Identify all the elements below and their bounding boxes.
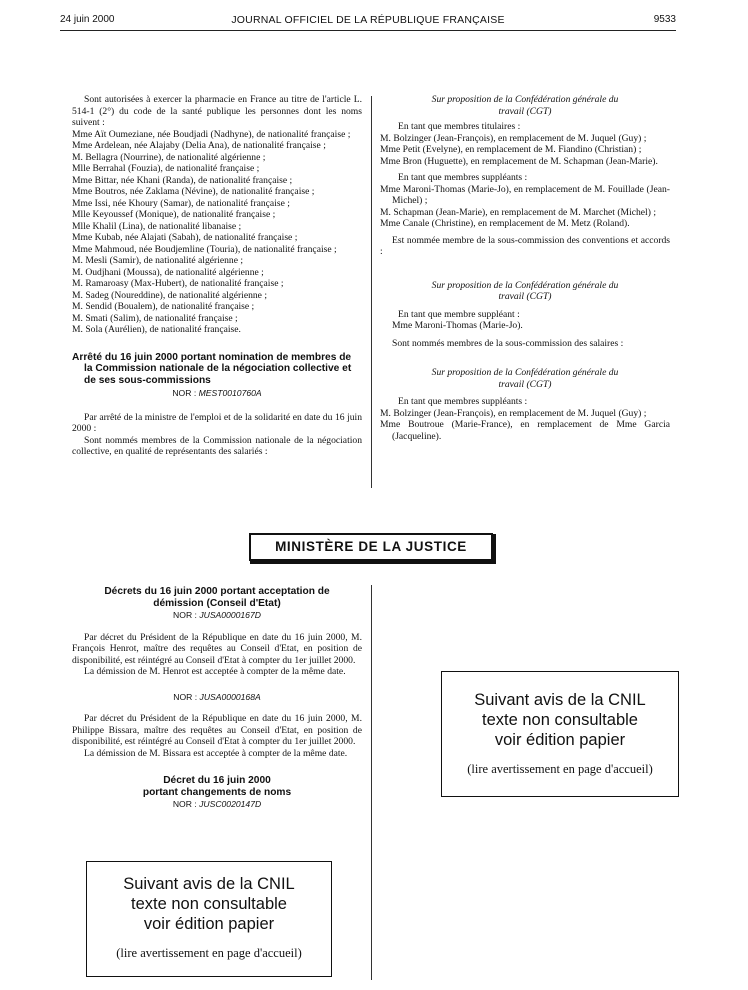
decrets-title: Décrets du 16 juin 2000 portant acceptation de démission (Conseil d'Etat) — [104, 586, 330, 609]
list-item: M. Bellagra (Nourrine), de nationalité algérienne ; — [72, 151, 266, 163]
list-item: Mme Petit (Evelyne), en remplacement de M. Fiandino (Christian) ; — [380, 144, 642, 155]
cgt-proposal-3: Sur proposition de la Confédération générale du travail (CGT) — [431, 367, 619, 390]
cnil-notice-right — [441, 671, 679, 797]
list-item: Mlle Keyoussef (Monique), de nationalité française ; — [72, 209, 276, 220]
cnil-line-3: voir édition papier — [494, 731, 626, 749]
sous-commission-salaires: Sont nommés membres de la sous-commission des salaires : — [392, 337, 624, 349]
suppleants-list-3 — [380, 408, 670, 443]
list-item: M. Oudjhani (Moussa), de nationalité algérienne ; — [72, 266, 264, 278]
column-divider-bottom — [371, 585, 372, 980]
list-item: Mme Bittar, née Khani (Randa), de nationalité française ; — [72, 174, 293, 186]
page-header — [60, 14, 676, 30]
header-journal-title: JOURNAL OFFICIEL DE LA RÉPUBLIQUE FRANÇAISE — [231, 14, 505, 26]
left-column-top — [72, 94, 362, 458]
cgt-proposal-2: Sur proposition de la Confédération générale du travail (CGT) — [431, 279, 619, 302]
list-item: Mlle Berrahal (Fouzia), de nationalité française ; — [72, 163, 260, 174]
cnil-note: (lire avertissement en page d'accueil) — [116, 946, 302, 960]
pharmacy-intro: Sont autorisées à exercer la pharmacie en France au titre de l'article L. 514-1 (2°) du code de la santé publique les personnes dont les noms suivent : — [72, 94, 362, 128]
right-column-top — [380, 94, 670, 442]
list-item: Mme Kubab, née Alajati (Sabah), de nationalité française ; — [72, 232, 298, 243]
cnil-notice-left — [86, 861, 332, 977]
list-item: Mme Mahmoud, née Boudjemline (Touria), de nationalité française ; — [72, 243, 337, 255]
titulaires-heading: En tant que membres titulaires : — [398, 121, 521, 132]
suppleant-heading-2: En tant que membre suppléant : — [398, 308, 520, 320]
suppleants-list — [380, 184, 670, 230]
decret-2-para-1: Par décret du Président de la République en date du 16 juin 2000, M. Philippe Bissara, maître des requêtes au Conseil d'Etat, en position de disponibilité, est réintégré au Conseil d'Etat à compter du 1er juillet 2000. — [72, 713, 362, 747]
cnil-line-2: texte non consultable — [131, 895, 287, 913]
decret-noms-title-1: Décret du 16 juin 2000 — [163, 775, 271, 786]
cnil-line-1: Suivant avis de la CNIL — [474, 691, 646, 709]
arrete-nor: NOR : MESТ0010760A — [172, 388, 262, 398]
suppleants-heading: En tant que membres suppléants : — [398, 172, 528, 183]
decret-2-para-2: La démission de M. Bissara est acceptée à compter de la même date. — [84, 747, 348, 759]
list-item: M. Schapman (Jean-Marie), en remplacement de M. Marchet (Michel) ; — [380, 206, 656, 218]
list-item: Mme Boutroue (Marie-France), en remplacement de Mme Garcia (Jacqueline). — [380, 419, 670, 442]
ministere-justice-heading: MINISTÈRE DE LA JUSTICE — [249, 533, 493, 561]
list-item: M. Bolzinger (Jean-François), en remplacement de M. Juquel (Guy) ; — [380, 407, 647, 419]
list-item: Mme Ardelean, née Alajaby (Delia Ana), de nationalité française ; — [72, 140, 326, 151]
titulaires-list — [380, 133, 670, 168]
list-item: Mme Boutros, née Zaklama (Névine), de nationalité française ; — [72, 186, 315, 197]
cnil-line-2: texte non consultable — [482, 711, 638, 729]
sous-commission-conventions: Est nommée membre de la sous-commission des conventions et accords : — [380, 234, 670, 257]
column-divider-top — [371, 96, 372, 488]
suppleants-heading-3: En tant que membres suppléants : — [398, 396, 528, 407]
list-item: Mme Issi, née Khoury (Samar), de nationalité française ; — [72, 197, 290, 209]
header-page-number: 9533 — [653, 14, 676, 25]
decrets-nor-1: NOR : JUSA0000167D — [173, 610, 261, 620]
list-item: M. Mesli (Samir), de nationalité algérienne ; — [72, 255, 244, 266]
list-item: Mlle Khalil (Lina), de nationalité libanaise ; — [72, 220, 242, 232]
list-item: M. Ramaroasy (Max-Hubert), de nationalité française ; — [72, 278, 284, 289]
list-item: M. Bolzinger (Jean-François), en remplacement de M. Juquel (Guy) ; — [380, 132, 647, 144]
list-item: M. Sola (Aurélien), de nationalité française. — [72, 324, 241, 335]
list-item: M. Sendid (Boualem), de nationalité française ; — [72, 301, 255, 312]
arrete-para-2: Sont nommés membres de la Commission nationale de la négociation collective, en qualité de représentants des salariés : — [72, 434, 362, 457]
cnil-line-1: Suivant avis de la CNIL — [123, 875, 295, 893]
decret-1-para-2: La démission de M. Henrot est acceptée à compter de la même date. — [84, 666, 346, 677]
decret-1-para-1: Par décret du Président de la République en date du 16 juin 2000, M. François Henrot, maître des requêtes au Conseil d'Etat, en position de disponibilité, est réintégré au Conseil d'Etat à compter du 1er juillet 2000. — [72, 631, 362, 666]
decret-noms-title-2: portant changements de noms — [142, 786, 292, 798]
suppleant-2: Mme Maroni-Thomas (Marie-Jo). — [392, 320, 523, 331]
header-rule — [60, 30, 676, 31]
justice-column — [72, 586, 362, 811]
list-item: Mme Canale (Christine), en remplacement de M. Metz (Roland). — [380, 218, 630, 229]
cnil-note: (lire avertissement en page d'accueil) — [467, 762, 653, 776]
header-date: 24 juin 2000 — [60, 14, 115, 25]
list-item: Mme Aït Oumeziane, née Boudjadi (Nadhyne), de nationalité française ; — [72, 128, 351, 140]
decret-noms-nor: NOR : JUSC0020147D — [172, 799, 262, 809]
arrete-title: Arrêté du 16 juin 2000 portant nomination de membres de la Commission nationale de la négociation collective et de ses sous-commissions — [72, 351, 352, 386]
list-item: M. Sadeg (Noureddine), de nationalité algérienne ; — [72, 289, 268, 301]
arrete-para-1: Par arrêté de la ministre de l'emploi et de la solidarité en date du 16 juin 2000 : — [72, 411, 362, 434]
list-item: Mme Maroni-Thomas (Marie-Jo), en remplacement de M. Fouillade (Jean-Michel) ; — [380, 183, 670, 206]
cgt-proposal-1: Sur proposition de la Confédération générale du travail (CGT) — [431, 94, 619, 117]
pharmacist-list — [72, 129, 362, 336]
decrets-nor-2: NOR : JUSA0000168A — [173, 691, 261, 702]
cnil-line-3: voir édition papier — [143, 915, 275, 933]
list-item: M. Smati (Salim), de nationalité française ; — [72, 312, 238, 324]
list-item: Mme Bron (Huguette), en remplacement de M. Schapman (Jean-Marie). — [380, 155, 658, 167]
